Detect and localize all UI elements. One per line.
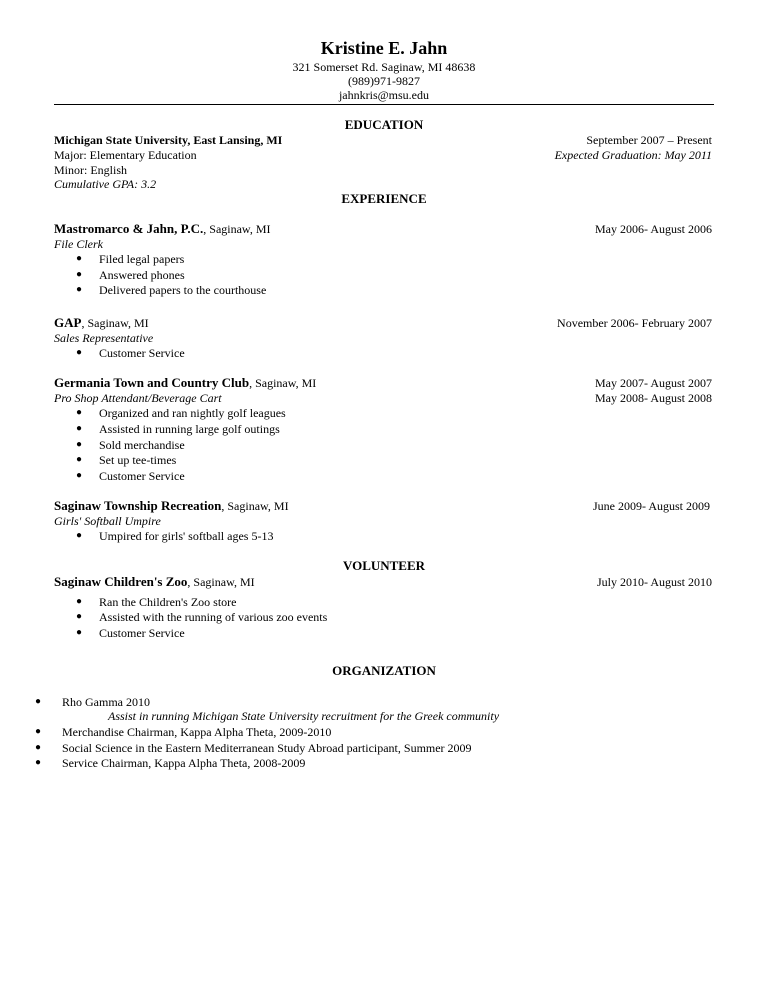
job-location: , Saginaw, MI xyxy=(81,316,149,330)
header-divider xyxy=(54,104,714,105)
bullet-icon: ● xyxy=(76,470,83,481)
job-dates: June 2009- August 2009 xyxy=(593,499,710,513)
job-duty: Customer Service xyxy=(99,469,185,483)
education-heading: EDUCATION xyxy=(344,117,424,132)
job-location: , Saginaw, MI xyxy=(221,499,289,513)
job-dates: May 2006- August 2006 xyxy=(595,222,712,236)
bullet-icon: ● xyxy=(35,757,42,768)
job-duty: Delivered papers to the courthouse xyxy=(99,283,267,297)
job-dates: May 2007- August 2007 xyxy=(595,376,712,390)
job-employer: Mastromarco & Jahn, P.C. xyxy=(54,221,204,236)
volunteer-duty: Customer Service xyxy=(99,626,185,640)
job-title: Girls' Softball Umpire xyxy=(54,514,161,528)
volunteer-dates: July 2010- August 2010 xyxy=(596,575,712,589)
job-duty: Assisted in running large golf outings xyxy=(99,422,280,436)
job-dates: November 2006- February 2007 xyxy=(557,316,712,330)
address: 321 Somerset Rd. Saginaw, MI 48638 xyxy=(292,60,476,74)
job-header xyxy=(54,222,270,235)
job-header xyxy=(54,499,289,512)
bullet-icon: ● xyxy=(76,530,83,541)
bullet-icon: ● xyxy=(76,454,83,465)
job-header xyxy=(54,376,316,389)
organization-item-detail: Assist in running Michigan State University recruitment for the Greek community xyxy=(108,709,500,723)
volunteer-heading: VOLUNTEER xyxy=(342,558,426,573)
job-duty: Answered phones xyxy=(99,268,185,282)
job-duty: Umpired for girls' softball ages 5-13 xyxy=(99,529,274,543)
job-duty: Customer Service xyxy=(99,346,185,360)
job-duty: Organized and ran nightly golf leagues xyxy=(99,406,286,420)
job-header xyxy=(54,316,149,329)
job-dates: May 2008- August 2008 xyxy=(595,391,712,405)
bullet-icon: ● xyxy=(76,596,83,607)
volunteer-location: , Saginaw, MI xyxy=(187,575,255,589)
bullet-icon: ● xyxy=(76,439,83,450)
volunteer-header xyxy=(54,575,255,588)
bullet-icon: ● xyxy=(76,627,83,638)
job-employer: Saginaw Township Recreation xyxy=(54,498,222,513)
education-minor: Minor: English xyxy=(54,163,128,177)
job-location: , Saginaw, MI xyxy=(249,376,317,390)
bullet-icon: ● xyxy=(76,253,83,264)
bullet-icon: ● xyxy=(35,726,42,737)
job-employer: GAP xyxy=(54,315,82,330)
bullet-icon: ● xyxy=(76,347,83,358)
bullet-icon: ● xyxy=(35,696,42,707)
education-expected: Expected Graduation: May 2011 xyxy=(554,148,712,162)
job-title: Pro Shop Attendant/Beverage Cart xyxy=(54,391,222,405)
organization-item: Rho Gamma 2010 xyxy=(62,695,150,709)
volunteer-duty: Assisted with the running of various zoo events xyxy=(99,610,328,624)
bullet-icon: ● xyxy=(76,407,83,418)
education-gpa: Cumulative GPA: 3.2 xyxy=(54,177,157,191)
job-title: File Clerk xyxy=(54,237,103,251)
resume-name: Kristine E. Jahn xyxy=(320,38,448,58)
job-duty: Sold merchandise xyxy=(99,438,185,452)
organization-item: Service Chairman, Kappa Alpha Theta, 2008-2009 xyxy=(62,756,306,770)
bullet-icon: ● xyxy=(35,742,42,753)
organization-heading: ORGANIZATION xyxy=(332,663,436,678)
job-duty: Filed legal papers xyxy=(99,252,185,266)
education-major: Major: Elementary Education xyxy=(54,148,197,162)
job-location: , Saginaw, MI xyxy=(203,222,271,236)
bullet-icon: ● xyxy=(76,611,83,622)
bullet-icon: ● xyxy=(76,284,83,295)
volunteer-duty: Ran the Children's Zoo store xyxy=(99,595,237,609)
organization-item: Social Science in the Eastern Mediterranean Study Abroad participant, Summer 2009 xyxy=(62,741,472,755)
email: jahnkris@msu.edu xyxy=(338,88,430,102)
job-duty: Set up tee-times xyxy=(99,453,177,467)
bullet-icon: ● xyxy=(76,269,83,280)
education-dates: September 2007 – Present xyxy=(586,133,712,147)
job-employer: Germania Town and Country Club xyxy=(54,375,250,390)
volunteer-employer: Saginaw Children's Zoo xyxy=(54,574,188,589)
phone: (989)971-9827 xyxy=(348,74,420,88)
job-title: Sales Representative xyxy=(54,331,154,345)
organization-item: Merchandise Chairman, Kappa Alpha Theta, 2009-2010 xyxy=(62,725,332,739)
bullet-icon: ● xyxy=(76,423,83,434)
education-school: Michigan State University, East Lansing, MI xyxy=(54,133,283,147)
experience-heading: EXPERIENCE xyxy=(341,191,427,206)
